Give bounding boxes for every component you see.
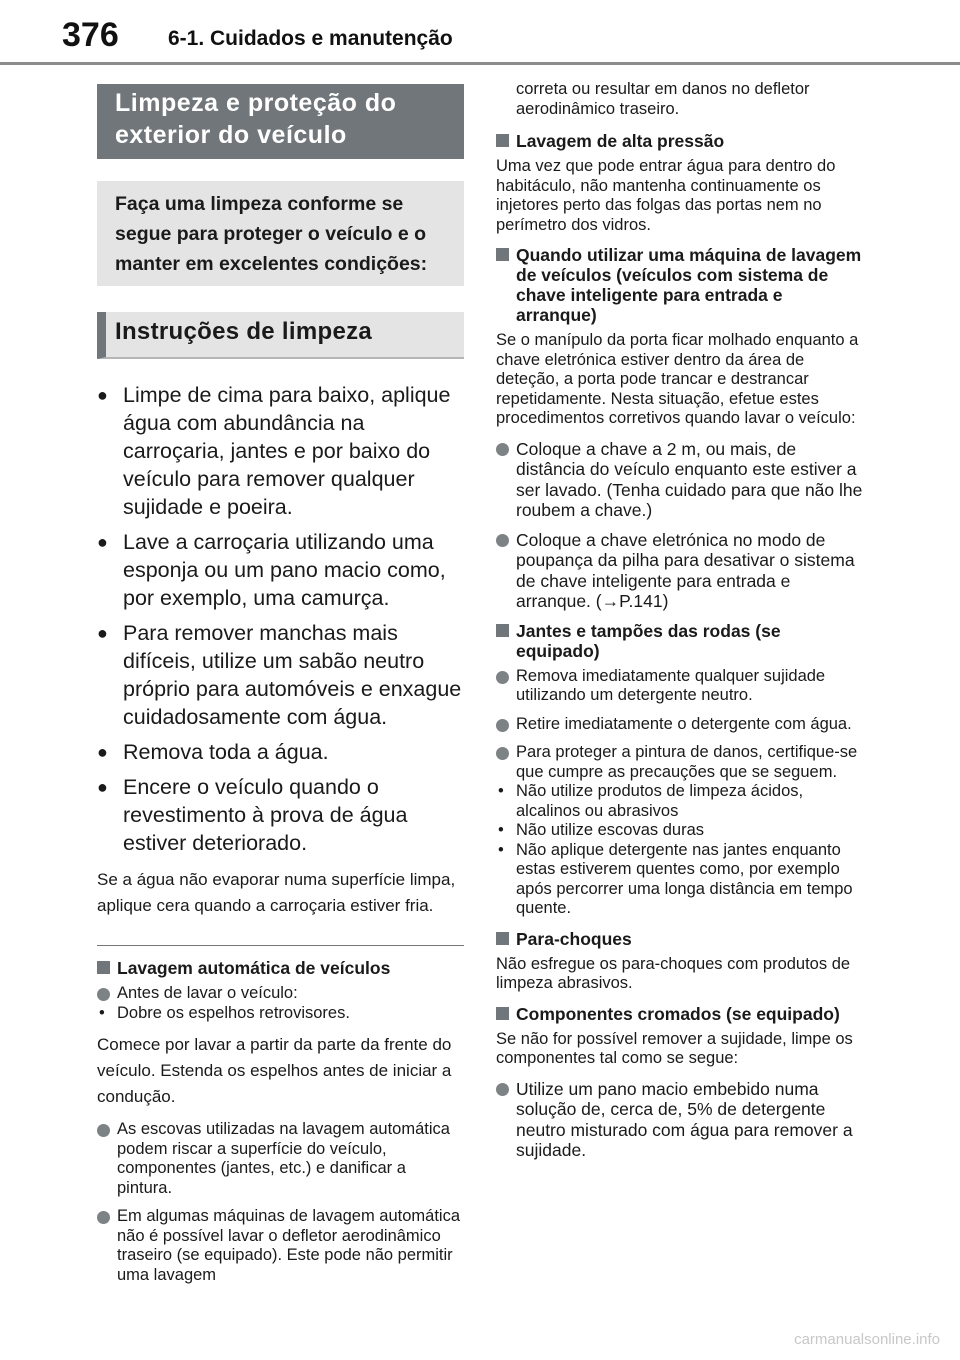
left-column	[97, 84, 464, 1294]
square-bullet-icon	[496, 932, 509, 945]
circle-bullet-icon	[496, 1083, 509, 1096]
high-pressure-text: Uma vez que pode entrar água para dentro do habitáculo, não mantenha continuamente os injetores perto das folgas das portas nem no perímetro dos vidros.	[496, 157, 836, 234]
square-bullet-icon	[496, 624, 509, 637]
auto-wash-warning: As escovas utilizadas na lavagem automática podem riscar a superfície do veículo, componentes (jantes, etc.) e danificar a pintura.	[97, 1120, 464, 1198]
dot-bullet-icon: •	[498, 840, 504, 859]
wheels-item: Remova imediatamente qualquer sujidade utilizando um detergente neutro.	[496, 667, 866, 706]
header-rule	[0, 62, 960, 65]
page-header	[0, 0, 960, 66]
list-item: ● Para remover manchas mais difíceis, utilize um sabão neutro próprio para automóveis e enxague cuidadosamente com água.	[97, 621, 462, 729]
bullet-icon: ●	[97, 623, 108, 643]
auto-wash-heading: Lavagem automática de veículos	[97, 958, 464, 978]
bumpers-heading: Para-choques	[496, 929, 866, 949]
page-number: 376	[62, 16, 119, 54]
wheels-item: Retire imediatamente o detergente com água.	[496, 715, 866, 735]
cleaning-steps-list	[97, 381, 464, 857]
high-pressure-heading: Lavagem de alta pressão	[496, 131, 866, 151]
watermark: carmanualsonline.info	[794, 1331, 940, 1348]
circle-bullet-icon	[496, 671, 509, 684]
circle-bullet-icon	[97, 988, 110, 1001]
dot-bullet-icon: •	[498, 782, 504, 800]
smart-key-item: Coloque a chave a 2 m, ou mais, de distância do veículo enquanto este estiver a ser lavado. (Tenha cuidado para que não lhe roubem a chave.)	[496, 439, 866, 521]
cleaning-instructions-heading: Instruções de limpeza	[97, 312, 464, 359]
list-item: ● Encere o veículo quando o revestimento à prova de água estiver deteriorado.	[97, 775, 408, 855]
before-sublist	[97, 1004, 464, 1024]
smart-key-heading: Quando utilizar uma máquina de lavagem de veículos (veículos com sistema de chave inteligente para entrada e arranque)	[496, 245, 866, 325]
bullet-icon: ●	[97, 742, 108, 762]
square-bullet-icon	[496, 1007, 509, 1020]
exterior-care-banner	[97, 84, 464, 159]
continued-text: correta ou resultar em danos no defletor aerodinâmico traseiro.	[516, 80, 810, 118]
auto-wash-start-note: Comece por lavar a partir da parte da frente do veículo. Estenda os espelhos antes de iniciar a condução.	[97, 1035, 452, 1106]
list-item: ● Lave a carroçaria utilizando uma esponja ou um pano macio como, por exemplo, uma camurça.	[97, 530, 446, 610]
list-item: • Não aplique detergente nas jantes enquanto estas estiverem quentes como, por exemplo após percorrer uma longa distância em tempo quente.	[498, 840, 853, 917]
banner-title-line-1: Limpeza e proteção do	[115, 89, 397, 117]
right-column	[496, 80, 866, 1170]
list-item: ● Remova toda a água.	[97, 740, 329, 764]
bullet-icon: ●	[97, 777, 108, 797]
circle-bullet-icon	[496, 443, 509, 456]
smart-key-text: Se o manípulo da porta ficar molhado enquanto a chave eletrónica estiver dentro da área de deteção, a porta pode trancar e destrancar repetidamente. Nesta situação, efetue estes procedimentos corretivos quando lavar o veículo:	[496, 331, 859, 427]
chrome-item: Utilize um pano macio embebido numa solução de, cerca de, 5% de detergente neutro misturado com água para remover a sujidade.	[496, 1079, 866, 1161]
chrome-heading: Componentes cromados (se equipado)	[496, 1004, 866, 1024]
wheels-heading: Jantes e tampões das rodas (se equipado)	[496, 621, 866, 661]
wheels-precautions-list	[496, 782, 866, 919]
section-title: 6-1. Cuidados e manutenção	[168, 27, 453, 50]
wheels-item: Para proteger a pintura de danos, certifique-se que cumpre as precauções que se seguem.	[496, 743, 866, 782]
banner-title-line-2: exterior do veículo	[115, 121, 347, 149]
square-bullet-icon	[496, 248, 509, 261]
list-item: • Dobre os espelhos retrovisores.	[99, 1003, 350, 1022]
square-bullet-icon	[496, 134, 509, 147]
smart-key-item: Coloque a chave eletrónica no modo de poupança da pilha para desativar o sistema de chave inteligente para entrada e arranque. (→P.141)	[496, 530, 866, 612]
square-bullet-icon	[97, 961, 110, 974]
list-item: • Não utilize escovas duras	[498, 821, 705, 839]
intro-box: Faça uma limpeza conforme se segue para proteger o veículo e o manter em excelentes condições:	[97, 181, 464, 286]
auto-wash-before-item: Antes de lavar o veículo: • Dobre os espelhos retrovisores.	[97, 984, 464, 1023]
bullet-icon: ●	[97, 385, 108, 405]
auto-wash-warning: Em algumas máquinas de lavagem automática não é possível lavar o defletor aerodinâmico traseiro (se equipado). Este pode não permitir uma lavagem	[97, 1207, 464, 1285]
chrome-text: Se não for possível remover a sujidade, limpe os componentes tal como se segue:	[496, 1029, 853, 1067]
circle-bullet-icon	[496, 747, 509, 760]
section-divider	[97, 945, 464, 946]
bumpers-text: Não esfregue os para-choques com produtos de limpeza abrasivos.	[496, 954, 851, 992]
list-item: ● Limpe de cima para baixo, aplique água com abundância na carroçaria, jantes e por baixo do veículo para remover qualquer sujidade e poeira.	[97, 383, 451, 519]
circle-bullet-icon	[496, 719, 509, 732]
wax-note: Se a água não evaporar numa superfície limpa, aplique cera quando a carroçaria estiver fria.	[97, 870, 456, 915]
list-item: • Não utilize produtos de limpeza ácidos, alcalinos ou abrasivos	[498, 782, 804, 820]
bullet-icon: ●	[97, 532, 108, 552]
circle-bullet-icon	[97, 1211, 110, 1224]
dot-bullet-icon: •	[498, 821, 504, 839]
circle-bullet-icon	[97, 1124, 110, 1137]
circle-bullet-icon	[496, 534, 509, 547]
dot-bullet-icon: •	[99, 1003, 105, 1022]
